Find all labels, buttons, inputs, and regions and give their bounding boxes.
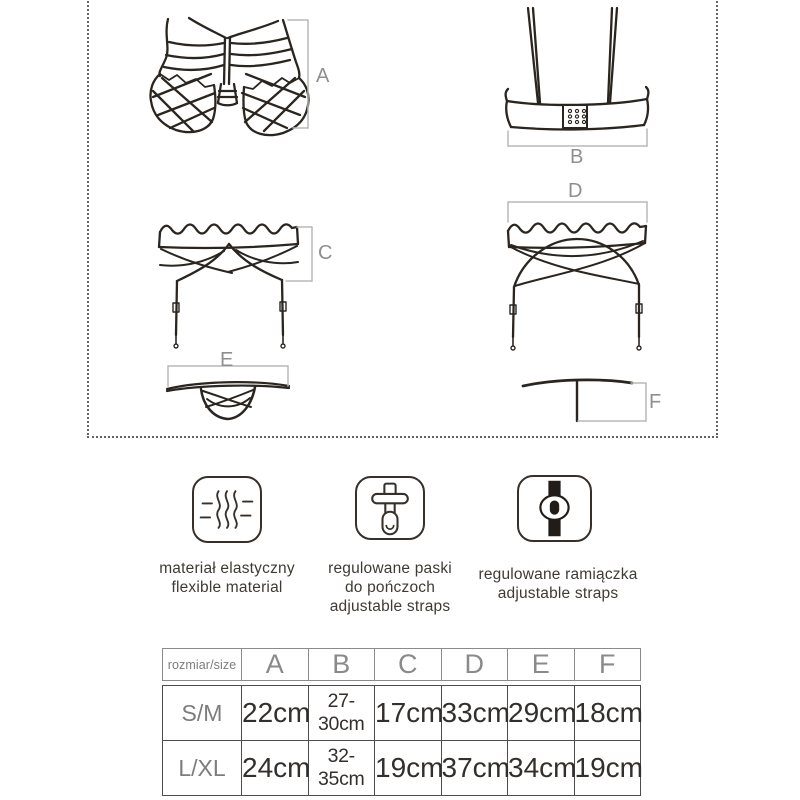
feature-caption-adjustable-straps xyxy=(458,565,658,603)
garter-front-drawing xyxy=(159,224,312,348)
size-table-body xyxy=(162,685,641,796)
value-cell: 19cm xyxy=(574,741,641,796)
caption-line: flexible material xyxy=(171,579,283,596)
measure-label-c: C xyxy=(318,242,333,264)
row-label: S/M xyxy=(163,686,242,741)
measure-label-a: A xyxy=(316,65,330,87)
value-cell: 19cm xyxy=(375,741,442,796)
size-row-sm xyxy=(163,686,641,741)
column-header-c: C xyxy=(375,649,442,681)
value-cell: 27-30cm xyxy=(308,686,375,741)
feature-caption-garter-straps xyxy=(295,559,485,616)
caption-line: adjustable straps xyxy=(329,598,451,615)
garter-back-drawing xyxy=(508,202,647,350)
measure-bracket-c xyxy=(286,227,312,281)
column-header-b: B xyxy=(308,649,375,681)
measure-bracket-f xyxy=(578,383,646,421)
measure-label-e: E xyxy=(220,349,234,371)
caption-line: do pończoch xyxy=(344,579,436,596)
measure-bracket-b xyxy=(508,129,647,146)
caption-line: materiał elastyczny xyxy=(159,560,295,577)
value-cell: 37cm xyxy=(441,741,508,796)
value-cell: 18cm xyxy=(574,686,641,741)
value-cell: 17cm xyxy=(375,686,442,741)
feature-caption-elastic xyxy=(132,559,322,597)
value-cell: 34cm xyxy=(508,741,575,796)
corner-label: rozmiar/size xyxy=(163,649,242,681)
garter-clip-icon xyxy=(355,476,425,540)
column-header-f: F xyxy=(574,649,641,681)
thong-back-drawing xyxy=(523,380,646,421)
value-cell: 29cm xyxy=(508,686,575,741)
bra-front-drawing xyxy=(150,18,308,135)
caption-line: regulowane paski xyxy=(328,560,452,577)
column-header-e: E xyxy=(508,649,575,681)
column-header-d: D xyxy=(441,649,508,681)
value-cell: 33cm xyxy=(441,686,508,741)
panties-drawing xyxy=(167,366,289,419)
size-table xyxy=(162,648,643,796)
measure-label-b: B xyxy=(570,146,584,168)
size-table-header xyxy=(162,648,641,681)
measure-bracket-d xyxy=(508,202,647,222)
row-label: L/XL xyxy=(163,741,242,796)
column-header-a: A xyxy=(242,649,309,681)
adjustable-strap-icon xyxy=(517,475,592,542)
measure-label-f: F xyxy=(649,391,662,413)
caption-line: regulowane ramiączka xyxy=(478,566,638,583)
value-cell: 22cm xyxy=(242,686,309,741)
value-cell: 32-35cm xyxy=(308,741,375,796)
elastic-material-icon xyxy=(192,476,262,543)
size-row-lxl xyxy=(163,741,641,796)
value-cell: 24cm xyxy=(242,741,309,796)
bra-back-drawing xyxy=(506,8,649,146)
measure-label-d: D xyxy=(568,180,583,202)
caption-line: adjustable straps xyxy=(497,585,619,602)
